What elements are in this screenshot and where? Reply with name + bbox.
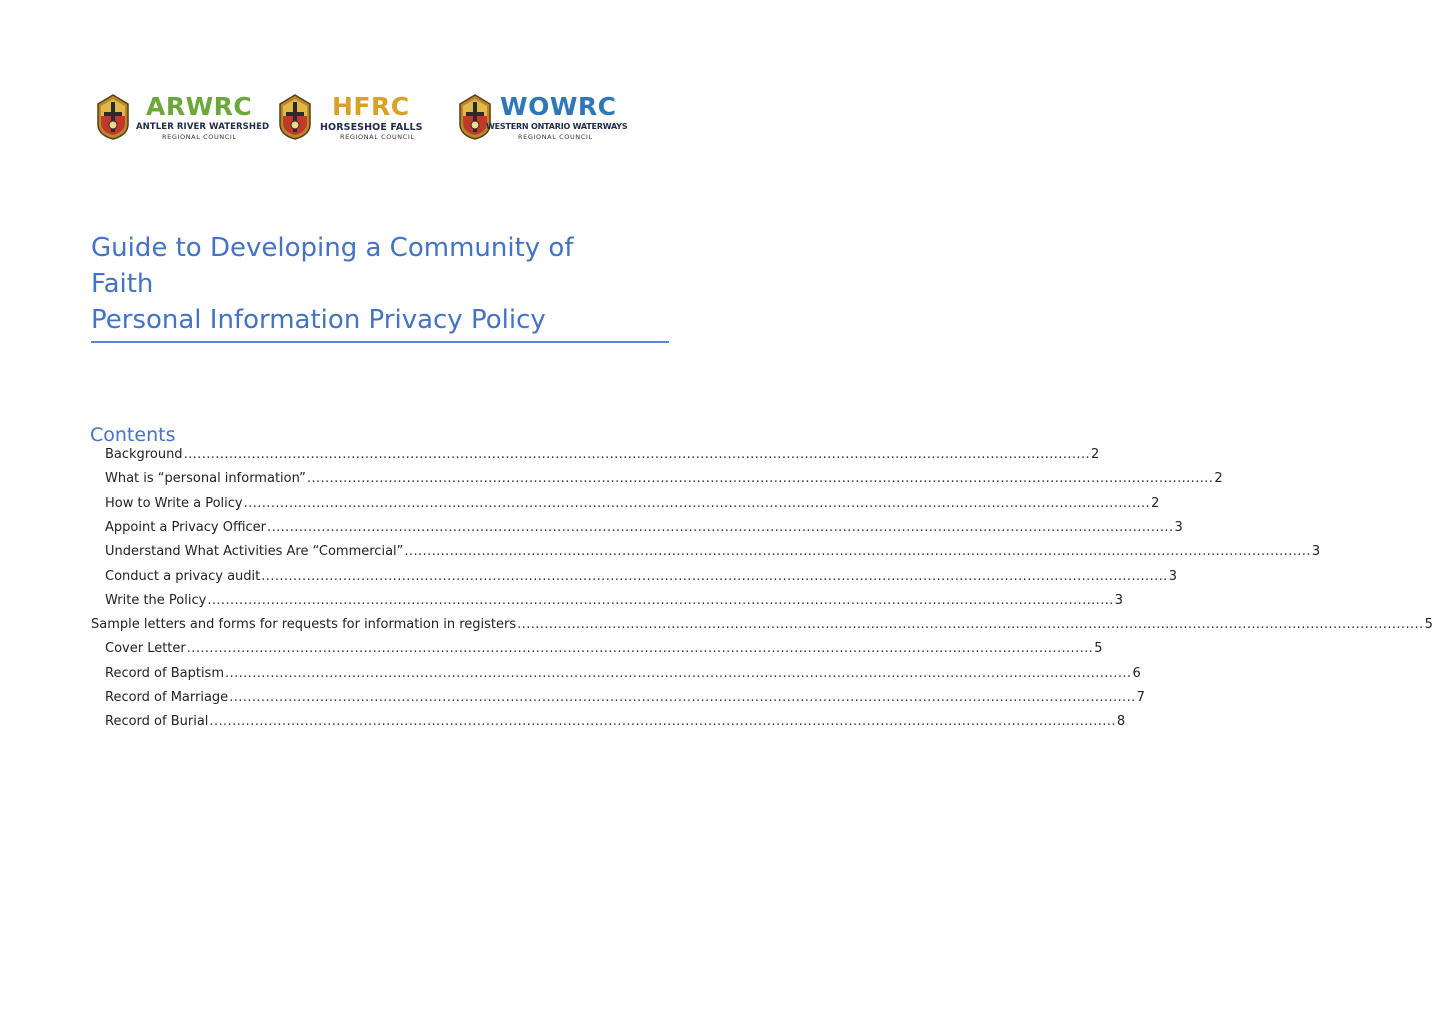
logo-abbreviation: HFRC bbox=[332, 92, 410, 121]
toc-entry-title: Cover Letter bbox=[105, 641, 186, 657]
toc-entry-title: Conduct a privacy audit bbox=[105, 568, 261, 584]
contents-heading: Contents bbox=[90, 424, 176, 446]
toc-leader-dots: ........................................................................................................................................................................................................ bbox=[261, 568, 1168, 584]
toc-entry[interactable] bbox=[105, 568, 1177, 589]
toc-leader-dots: ........................................................................................................................................................................................................ bbox=[267, 519, 1174, 535]
toc-entry[interactable] bbox=[105, 495, 1160, 516]
church-crest-icon bbox=[96, 94, 130, 140]
toc-entry[interactable] bbox=[105, 714, 1126, 734]
toc-leader-dots: ........................................................................................................................................................................................................ bbox=[186, 641, 1094, 657]
toc-entry[interactable] bbox=[105, 690, 1145, 710]
toc-leader-dots: ........................................................................................................................................................................................................ bbox=[306, 471, 1214, 487]
toc-entry-page: 2 bbox=[1091, 447, 1100, 462]
toc-entry-page: 3 bbox=[1174, 519, 1183, 535]
document-title bbox=[91, 230, 671, 338]
church-crest-icon bbox=[278, 94, 312, 140]
toc-entry-page: 3 bbox=[1168, 568, 1177, 584]
toc-leader-dots: ........................................................................................................................................................................................................ bbox=[243, 495, 1151, 511]
title-line-3: Personal Information Privacy Policy bbox=[91, 305, 546, 335]
logo-line2: REGIONAL COUNCIL bbox=[162, 133, 237, 141]
logo-strip bbox=[96, 92, 626, 148]
logo-line2: REGIONAL COUNCIL bbox=[518, 133, 593, 141]
toc-entry-title: Record of Baptism bbox=[105, 665, 224, 681]
toc-leader-dots: ........................................................................................................................................................................................................ bbox=[209, 714, 1116, 730]
toc-entry-title: How to Write a Policy bbox=[105, 495, 243, 511]
toc-entry-page: 2 bbox=[1214, 471, 1223, 487]
toc-leader-dots: ........................................................................................................................................................................................................ bbox=[404, 544, 1311, 560]
toc-leader-dots: ........................................................................................................................................................................................................ bbox=[517, 617, 1424, 633]
toc-entry-page: 7 bbox=[1136, 690, 1145, 705]
toc-entry-page: 6 bbox=[1132, 665, 1141, 681]
toc-entry[interactable] bbox=[105, 665, 1141, 686]
toc-leader-dots: ........................................................................................................................................................................................................ bbox=[229, 690, 1136, 705]
title-line-1: Guide to Developing a Community of bbox=[91, 233, 574, 263]
title-line-2: Faith bbox=[91, 269, 154, 299]
logo-line1: HORSESHOE FALLS bbox=[320, 122, 423, 133]
logo-line1: WESTERN ONTARIO WATERWAYS bbox=[486, 122, 628, 131]
logo-line2: REGIONAL COUNCIL bbox=[340, 133, 415, 141]
toc-entry-title: Appoint a Privacy Officer bbox=[105, 519, 267, 535]
toc-entry-page: 3 bbox=[1311, 544, 1321, 560]
church-crest-icon bbox=[458, 94, 492, 140]
toc-entry-title: Record of Burial bbox=[105, 714, 209, 730]
toc-entry-page: 2 bbox=[1151, 495, 1160, 511]
toc-entry-title: Background bbox=[105, 447, 183, 462]
toc-entry-page: 5 bbox=[1094, 641, 1103, 657]
toc-entry[interactable] bbox=[105, 519, 1183, 540]
toc-entry[interactable] bbox=[105, 592, 1124, 613]
toc-entry-page: 8 bbox=[1116, 714, 1126, 730]
toc-entry[interactable] bbox=[91, 617, 1433, 637]
toc-entry[interactable] bbox=[105, 641, 1103, 661]
toc-leader-dots: ........................................................................................................................................................................................................ bbox=[207, 592, 1114, 608]
toc-entry-title: Record of Marriage bbox=[105, 690, 229, 705]
toc-entry-title: Understand What Activities Are “Commercial” bbox=[105, 544, 404, 560]
toc-entry[interactable] bbox=[105, 544, 1321, 564]
toc-entry-page: 5 bbox=[1424, 617, 1433, 633]
logo-abbreviation: ARWRC bbox=[146, 92, 253, 121]
logo-abbreviation: WOWRC bbox=[500, 92, 617, 121]
toc-entry-title: Write the Policy bbox=[105, 592, 207, 608]
logo-line1: ANTLER RIVER WATERSHED bbox=[136, 122, 270, 132]
toc-entry-page: 3 bbox=[1114, 592, 1124, 608]
toc-leader-dots: ........................................................................................................................................................................................................ bbox=[225, 665, 1132, 681]
toc-entry-title: What is “personal information” bbox=[105, 471, 306, 487]
toc-entry[interactable] bbox=[105, 447, 1100, 467]
title-underline bbox=[91, 341, 669, 343]
toc-leader-dots: ........................................................................................................................................................................................................ bbox=[183, 447, 1091, 462]
toc-entry-title: Sample letters and forms for requests for information in registers bbox=[91, 617, 517, 633]
toc-entry[interactable] bbox=[105, 471, 1223, 491]
